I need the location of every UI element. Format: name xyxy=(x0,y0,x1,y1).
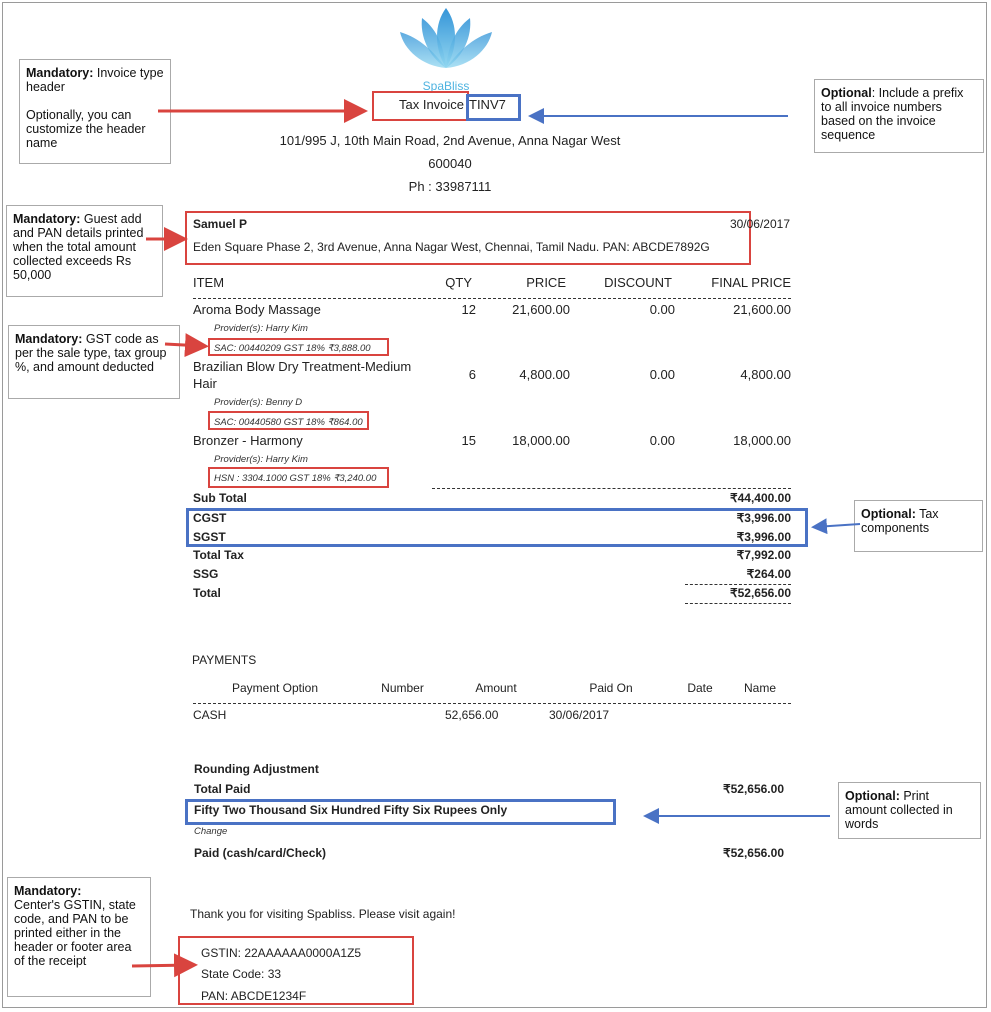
guest-name: Samuel P xyxy=(193,217,248,231)
col-price-header: PRICE xyxy=(526,275,566,290)
item-qty: 12 xyxy=(461,302,476,317)
note-title: Mandatory: xyxy=(13,212,81,226)
total-tax-value: ₹7,992.00 xyxy=(736,548,791,562)
cgst-value: ₹3,996.00 xyxy=(736,511,791,525)
item-provider: Provider(s): Benny D xyxy=(214,397,303,408)
item-sac-code: SAC: 00440209 GST 18% ₹3,888.00 xyxy=(214,343,371,354)
note-text: Guest add and PAN details printed when the total amount collected exceeds Rs 50,000 xyxy=(13,212,144,282)
sgst-value: ₹3,996.00 xyxy=(736,530,791,544)
invoice-label: Tax Invoice xyxy=(399,97,465,112)
item-discount: 0.00 xyxy=(649,433,675,448)
col-item-header: ITEM xyxy=(193,275,225,290)
col-name: Name xyxy=(743,681,776,695)
item-name: Brazilian Blow Dry Treatment-Medium xyxy=(193,359,412,374)
paid-label: Paid (cash/card/Check) xyxy=(194,846,327,860)
col-payment-option: Payment Option xyxy=(231,681,319,695)
item-qty: 15 xyxy=(461,433,476,448)
note-title: Mandatory: xyxy=(15,332,83,346)
note-text: GST code as per the sale type, tax group %, and amount deducted xyxy=(15,332,167,374)
item-qty: 6 xyxy=(468,367,476,382)
ssg-label: SSG xyxy=(193,567,219,581)
note-text: Tax components xyxy=(861,507,939,535)
center-address: 101/995 J, 10th Main Road, 2nd Avenue, Anna Nagar West xyxy=(279,133,621,148)
item-provider: Provider(s): Harry Kim xyxy=(214,323,308,334)
item-name-line2: Hair xyxy=(193,376,217,391)
center-phone: Ph : 33987111 xyxy=(408,179,492,194)
pan: PAN: ABCDE1234F xyxy=(201,989,307,1003)
sgst-label: SGST xyxy=(193,530,226,544)
col-paid-on: Paid On xyxy=(589,681,633,695)
note-text: : Include a prefix to all invoice numbers based on the invoice sequence xyxy=(821,86,964,142)
invoice-prefix: TINV7 xyxy=(469,97,506,112)
item-price: 4,800.00 xyxy=(519,367,570,382)
col-amount: Amount xyxy=(475,681,517,695)
payment-amount: 52,656.00 xyxy=(445,708,499,722)
total-value: ₹52,656.00 xyxy=(729,586,791,600)
arrow-center-details xyxy=(132,965,192,966)
item-final: 21,600.00 xyxy=(733,302,791,317)
subtotal-label: Sub Total xyxy=(193,491,247,505)
thank-you-message: Thank you for visiting Spabliss. Please visit again! xyxy=(190,907,456,921)
ssg-value: ₹264.00 xyxy=(746,567,791,581)
arrow-gst-code xyxy=(165,344,203,346)
note-text: Center's GSTIN, state code, and PAN to be printed either in the header or footer area of the receipt xyxy=(14,898,136,968)
cgst-label: CGST xyxy=(193,511,227,525)
note-title: Mandatory: xyxy=(26,66,94,80)
note-text-2: Optionally, you can customize the header name xyxy=(26,108,146,150)
item-final: 18,000.00 xyxy=(733,433,791,448)
note-title: Optional xyxy=(821,86,872,100)
state-code: State Code: 33 xyxy=(201,967,282,981)
item-name: Aroma Body Massage xyxy=(193,302,321,317)
note-title: Optional: xyxy=(861,507,916,521)
rounding-label: Rounding Adjustment xyxy=(194,762,319,776)
item-price: 18,000.00 xyxy=(512,433,570,448)
item-discount: 0.00 xyxy=(649,302,675,317)
total-paid-value: ₹52,656.00 xyxy=(722,782,784,796)
note-text: Invoice type header xyxy=(26,66,164,94)
item-sac-code: SAC: 00440580 GST 18% ₹864.00 xyxy=(214,417,363,428)
gstin: GSTIN: 22AAAAAA0000A1Z5 xyxy=(201,946,362,960)
invoice-date: 30/06/2017 xyxy=(729,217,790,231)
arrow-tax-components xyxy=(815,524,860,527)
col-date: Date xyxy=(687,681,713,695)
item-provider: Provider(s): Harry Kim xyxy=(214,454,308,465)
col-final-header: FINAL PRICE xyxy=(711,275,791,290)
change-label: Change xyxy=(194,826,228,837)
col-number: Number xyxy=(381,681,424,695)
item-price: 21,600.00 xyxy=(512,302,570,317)
note-title: Mandatory: xyxy=(14,884,82,898)
payments-title: PAYMENTS xyxy=(192,653,257,667)
total-tax-label: Total Tax xyxy=(193,548,244,562)
paid-value: ₹52,656.00 xyxy=(722,846,784,860)
item-discount: 0.00 xyxy=(649,367,675,382)
amount-in-words: Fifty Two Thousand Six Hundred Fifty Six Rupees Only xyxy=(194,803,508,817)
item-hsn-code: HSN : 3304.1000 GST 18% ₹3,240.00 xyxy=(214,473,377,484)
col-qty-header: QTY xyxy=(445,275,472,290)
col-discount-header: DISCOUNT xyxy=(604,275,672,290)
subtotal-value: ₹44,400.00 xyxy=(729,491,791,505)
brand-name: SpaBliss xyxy=(422,79,470,93)
payment-option: CASH xyxy=(193,708,227,722)
note-title: Optional: xyxy=(845,789,900,803)
total-paid-label: Total Paid xyxy=(194,782,251,796)
total-label: Total xyxy=(193,586,221,600)
center-pincode: 600040 xyxy=(428,156,472,171)
item-name: Bronzer - Harmony xyxy=(193,433,303,448)
item-final: 4,800.00 xyxy=(740,367,791,382)
note-text: Print amount collected in words xyxy=(845,789,953,831)
payment-paid-on: 30/06/2017 xyxy=(549,708,610,722)
guest-address: Eden Square Phase 2, 3rd Avenue, Anna Nagar West, Chennai, Tamil Nadu. PAN: ABCDE7892G xyxy=(193,240,710,254)
